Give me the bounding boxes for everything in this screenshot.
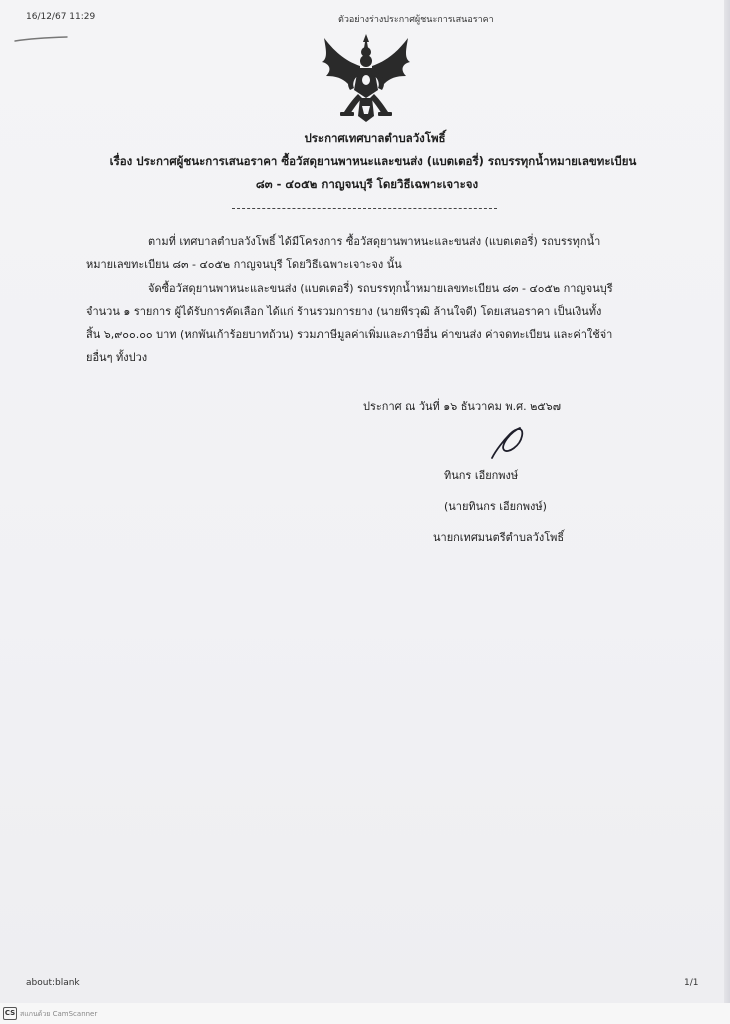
body-paragraph-2-line-1: จัดซื้อวัสดุยานพาหนะและขนส่ง (แบตเตอรี่) รถบรรทุกน้ำหมายเลขทะเบียน ๘๓ - ๔๐๕๒ กาญจนบุรี [148,282,613,295]
garuda-emblem-icon [318,32,414,124]
print-footer-page-number: 1/1 [684,978,699,988]
body-paragraph-2-line-4: ยอื่นๆ ทั้งปวง [86,351,148,364]
announcement-title: ประกาศเทศบาลตำบลวังโพธิ์ [304,131,446,145]
signer-fullname: (นายทินกร เอียกพงษ์) [444,500,547,513]
camscanner-caption: สแกนด้วย CamScanner [20,1010,98,1018]
announcement-subject: เรื่อง ประกาศผู้ชนะการเสนอราคา ซื้อวัสดุยานพาหนะและขนส่ง (แบตเตอรี่) รถบรรทุกน้ำหมายเลขทะเบียน [109,154,637,168]
camscanner-logo-icon: CS [3,1007,17,1020]
body-paragraph-1-line-2: หมายเลขทะเบียน ๘๓ - ๔๐๕๒ กาญจนบุรี โดยวิธีเฉพาะเจาะจง นั้น [86,258,402,271]
announcement-date: ประกาศ ณ วันที่ ๑๖ ธันวาคม พ.ศ. ๒๕๖๗ [363,400,561,413]
title-divider [232,208,497,209]
paper-edge [724,0,730,1003]
body-paragraph-2-line-3: สิ้น ๖,๙๐๐.๐๐ บาท (หกพันเก้าร้อยบาทถ้วน) รวมภาษีมูลค่าเพิ่มและภาษีอื่น ค่าขนส่ง ค่าจดทะเบียน และค่าใช้จ่า [86,328,613,341]
print-page-title: ตัวอย่างร่างประกาศผู้ชนะการเสนอราคา [338,15,494,25]
scanner-watermark-bar [0,1003,730,1024]
pen-smudge [14,36,68,42]
signer-name: ทินกร เอียกพงษ์ [444,469,519,482]
print-datetime: 16/12/67 11:29 [26,12,96,22]
print-footer-url: about:blank [26,978,80,988]
body-paragraph-2-line-2: จำนวน ๑ รายการ ผู้ได้รับการคัดเลือก ได้แก่ ร้านรวมการยาง (นายพีรวุฒิ ล้านใจดี) โดยเสนอราคา เป็นเงินทั้ง [86,305,602,318]
body-paragraph-1-line-1: ตามที่ เทศบาลตำบลวังโพธิ์ ได้มีโครงการ ซื้อวัสดุยานพาหนะและขนส่ง (แบตเตอรี่) รถบรรทุกน้ำ [148,235,601,248]
announcement-subject-continued: ๘๓ - ๔๐๕๒ กาญจนบุรี โดยวิธีเฉพาะเจาะจง [255,177,479,191]
signer-position: นายกเทศมนตรีตำบลวังโพธิ์ [433,531,565,544]
handwritten-signature-icon [486,422,534,462]
